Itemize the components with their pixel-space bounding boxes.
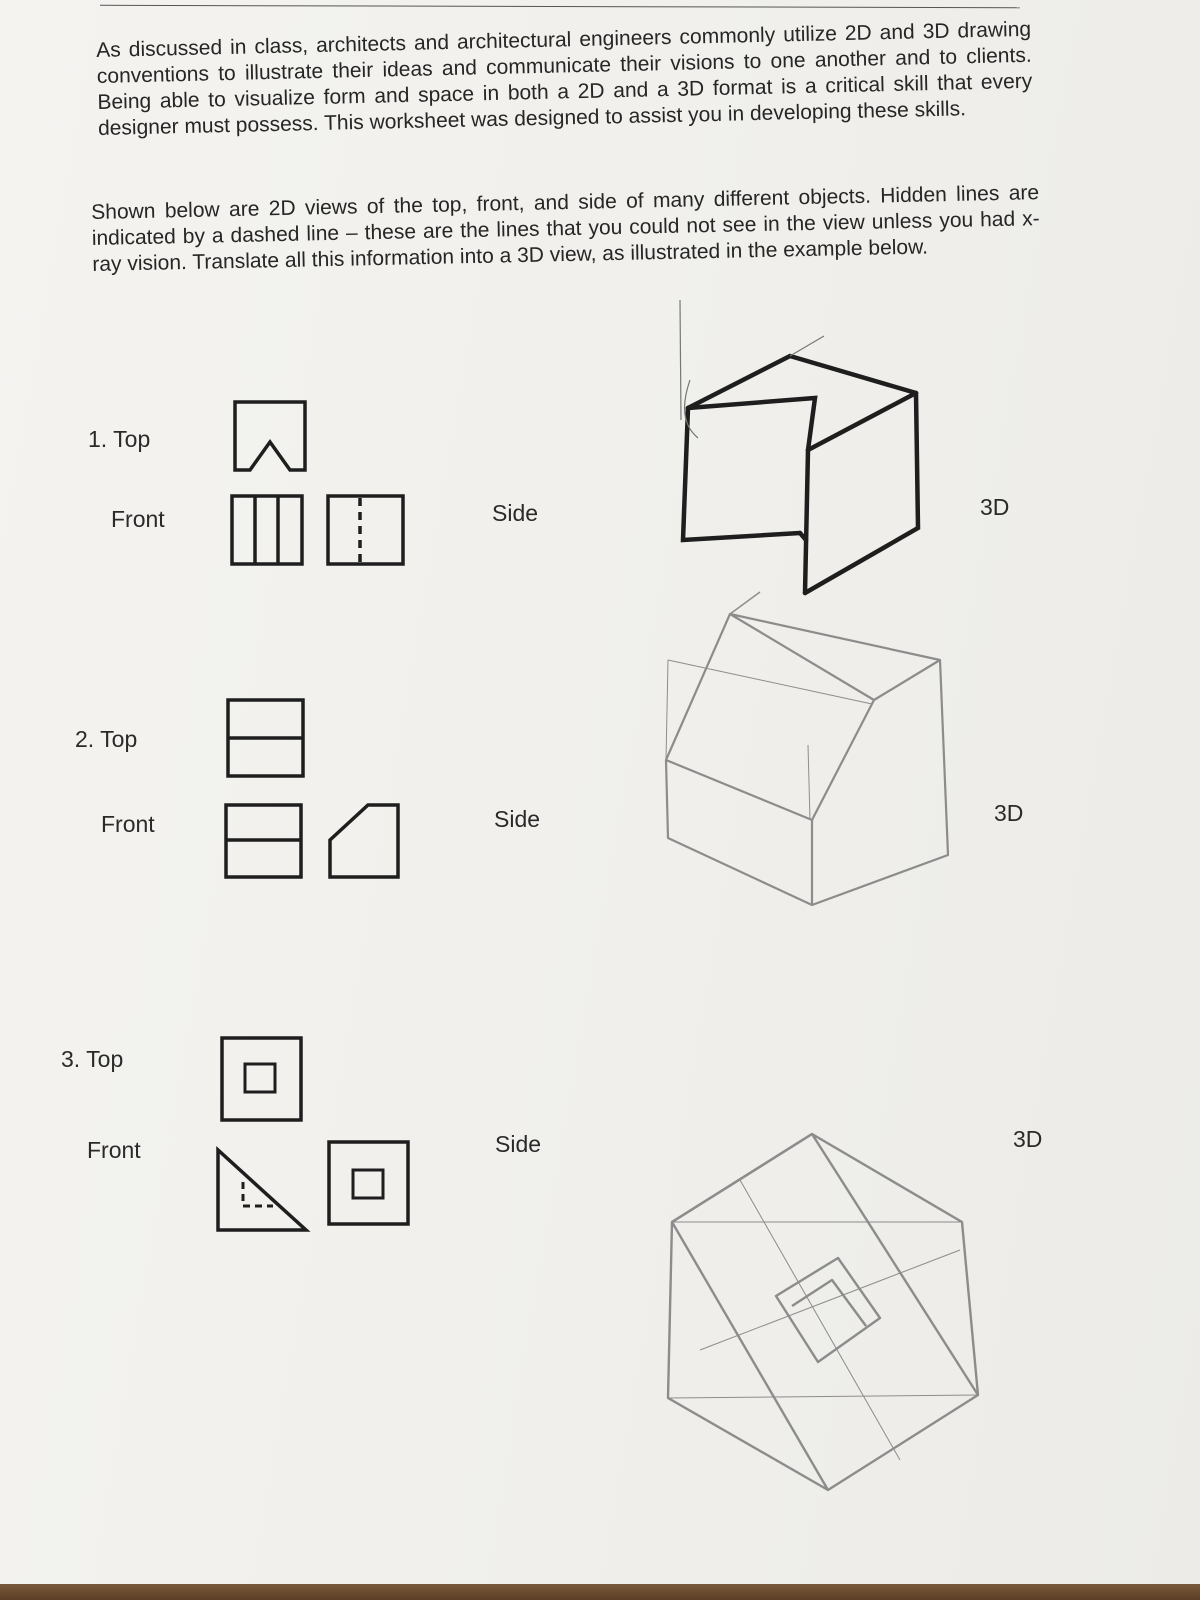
problem-3-top-label: 3. Top xyxy=(61,1046,124,1072)
problem-2-side-view xyxy=(330,805,398,877)
problem-1-3d-label: 3D xyxy=(980,494,1010,520)
problem-3-top-view xyxy=(222,1038,301,1120)
problem-1-side-view xyxy=(328,496,403,564)
problem-2-front-label: Front xyxy=(101,811,155,837)
problem-2-3d-label: 3D xyxy=(994,800,1024,826)
problem-3-front-label: Front xyxy=(87,1137,141,1163)
problem-1-top-label: 1. Top xyxy=(88,426,151,452)
problem-2-top-view xyxy=(228,700,303,776)
problem-1-top-view xyxy=(235,402,305,470)
problem-1-front-view xyxy=(232,496,302,564)
problem-2-3d-sketch xyxy=(666,592,948,905)
problem-3-side-label: Side xyxy=(495,1131,542,1157)
problem-2-top-label: 2. Top xyxy=(75,726,138,752)
intro-paragraph: As discussed in class, architects and architectural engineers commonly utilize 2D and 3D drawing conventions to illustrate their ideas and communicate their visions to one another and to clients. Being able to visualize form and space in both a 2D and a 3D format is a critical skill that every designer must possess. This worksheet was designed to assist you in developing these skills. xyxy=(96,17,1033,140)
problem-3-3d-sketch xyxy=(668,1134,978,1490)
instructions-paragraph: Shown below are 2D views of the top, front, and side of many different objects. Hidden lines are indicated by a dashed line – these are the lines that you could not see in the view unless you had x-ray vision. Translate all this information into a 3D view, as illustrated in the example below. xyxy=(91,181,1040,276)
problem-1-front-label: Front xyxy=(111,506,165,532)
problem-3-3d-label: 3D xyxy=(1013,1126,1043,1152)
problem-2-side-label: Side xyxy=(494,806,541,832)
problem-1-3d-construction-lines xyxy=(680,300,824,438)
problem-3-side-view xyxy=(329,1142,408,1224)
problem-1-3d-sketch xyxy=(683,356,918,593)
problem-2-front-view xyxy=(226,805,301,877)
problem-3-front-view xyxy=(218,1150,306,1230)
table-edge xyxy=(0,1584,1200,1600)
problem-1-side-label: Side xyxy=(492,500,539,526)
